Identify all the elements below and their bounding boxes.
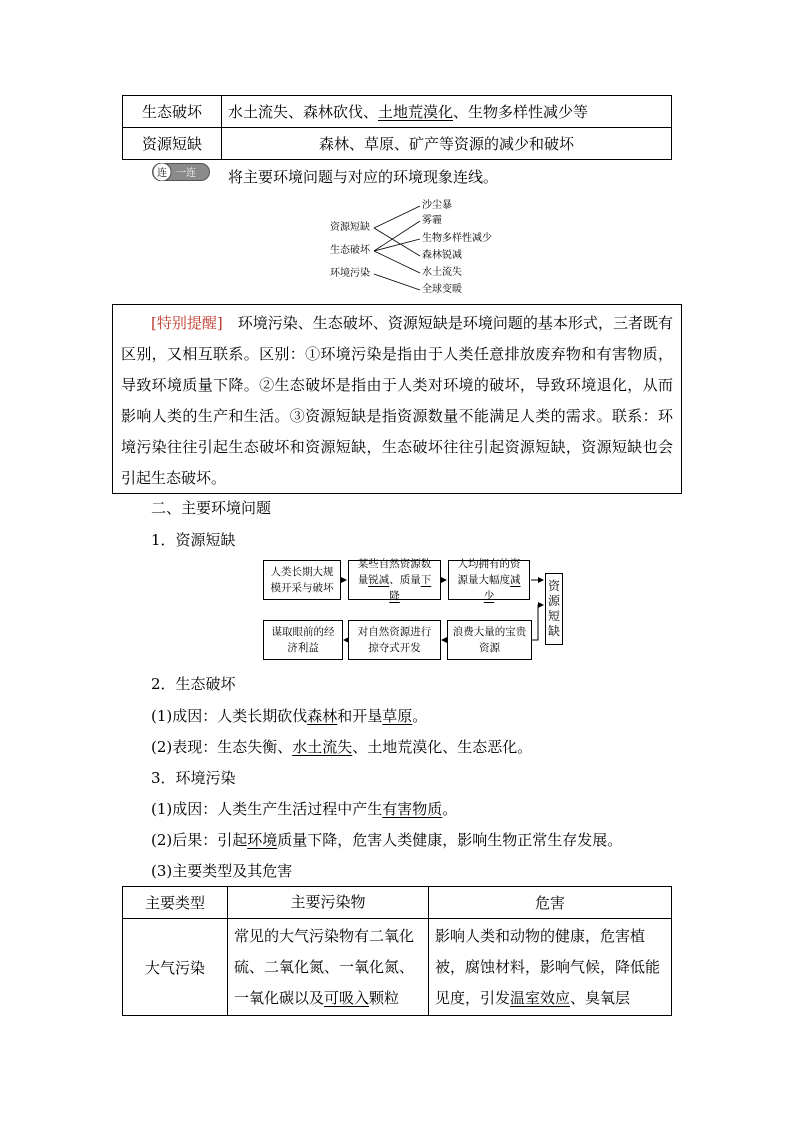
paragraph: (1)成因：人类长期砍伐森林和开垦草原。	[151, 707, 428, 725]
connect-badge	[152, 163, 210, 181]
diagram-left-item: 环境污染	[330, 268, 370, 279]
table-header: 危害	[429, 887, 672, 919]
table-header: 主要污染物	[228, 887, 429, 919]
flow-box-result: 资 源 短 缺	[545, 573, 563, 645]
table-row	[123, 919, 672, 1016]
diagram-right-item: 水土流失	[422, 267, 462, 278]
table-cell: 影响人类和动物的健康，危害植被，腐蚀材料，影响气候，降低能见度，引发温室效应、臭氧层	[429, 919, 672, 1016]
paragraph: (3)主要类型及其危害	[151, 862, 293, 880]
flow-box: 人类长期大规模开采与破坏	[263, 560, 341, 600]
table-cell-key: 资源短缺	[123, 128, 222, 160]
subsection-heading: 3．环境污染	[151, 769, 236, 787]
diagram-right-item: 雾霾	[422, 215, 442, 226]
table-cell: 大气污染	[123, 919, 228, 1016]
table-cell-key: 生态破坏	[123, 96, 222, 128]
flow-arrows	[260, 555, 570, 665]
subsection-heading: 1．资源短缺	[151, 531, 236, 549]
connect-instruction: 将主要环境问题与对应的环境现象连线。	[228, 168, 499, 186]
flow-box: 浪费大量的宝贵资源	[447, 620, 532, 660]
top-table	[122, 95, 672, 160]
table-row	[123, 128, 672, 160]
reminder-label: [特别提醒]	[151, 314, 223, 332]
section-heading: 二、主要环境问题	[151, 499, 272, 517]
table-row	[123, 96, 672, 128]
reminder-text: 环境污染、生态破坏、资源短缺是环境问题的基本形式，三者既有区别，又相互联系。区别：①环境污染是指由于人类任意排放废弃物和有害物质，导致环境质量下降。②生态破坏是指由于人类对环境的破坏，导致环境退化，从而影响人类的生产和生活。③资源短缺是指资源数量不能满足人类的需求。联系：环境污染往往引起生态破坏和资源短缺，生态破坏往往引起资源短缺，资源短缺也会引起生态破坏。	[121, 314, 673, 487]
reminder-box	[112, 304, 682, 494]
paragraph: (2)表现：生态失衡、水土流失、土地荒漠化、生态恶化。	[151, 738, 533, 756]
paragraph: (2)后果：引起环境质量下降，危害人类健康，影响生物正常生存发展。	[151, 831, 623, 849]
table-cell-value: 水土流失、森林砍伐、土地荒漠化、生物多样性减少等	[222, 96, 672, 128]
table-header: 主要类型	[123, 887, 228, 919]
diagram-left-item: 资源短缺	[330, 222, 370, 233]
diagram-left-item: 生态破坏	[330, 245, 370, 256]
diagram-connector-lines	[370, 200, 430, 300]
diagram-right-item: 沙尘暴	[422, 200, 452, 211]
table-cell: 常见的大气污染物有二氧化硫、二氧化氮、一氧化氮、一氧化碳以及可吸入颗粒	[228, 919, 429, 1016]
diagram-right-item: 生物多样性减少	[422, 233, 492, 244]
subsection-heading: 2．生态破坏	[151, 675, 236, 693]
flow-box: 对自然资源进行掠夺式开发	[348, 620, 441, 660]
paragraph: (1)成因：人类生产生活过程中产生有害物质。	[151, 800, 458, 818]
flow-box: 谋取眼前的经济利益	[263, 620, 343, 660]
svg-text:连: 连	[157, 168, 167, 179]
table-cell-value: 森林、草原、矿产等资源的减少和破坏	[222, 128, 672, 160]
badge-label: 一连	[176, 168, 196, 179]
flow-box: 某些自然资源数量锐减、质量下降	[348, 560, 441, 600]
diagram-right-item: 森林锐减	[422, 250, 462, 261]
diagram-right-item: 全球变暖	[422, 284, 462, 295]
table-header-row	[123, 887, 672, 919]
pollution-table	[122, 886, 672, 1016]
flow-box: 人均拥有的资源量大幅度减少	[448, 560, 530, 600]
